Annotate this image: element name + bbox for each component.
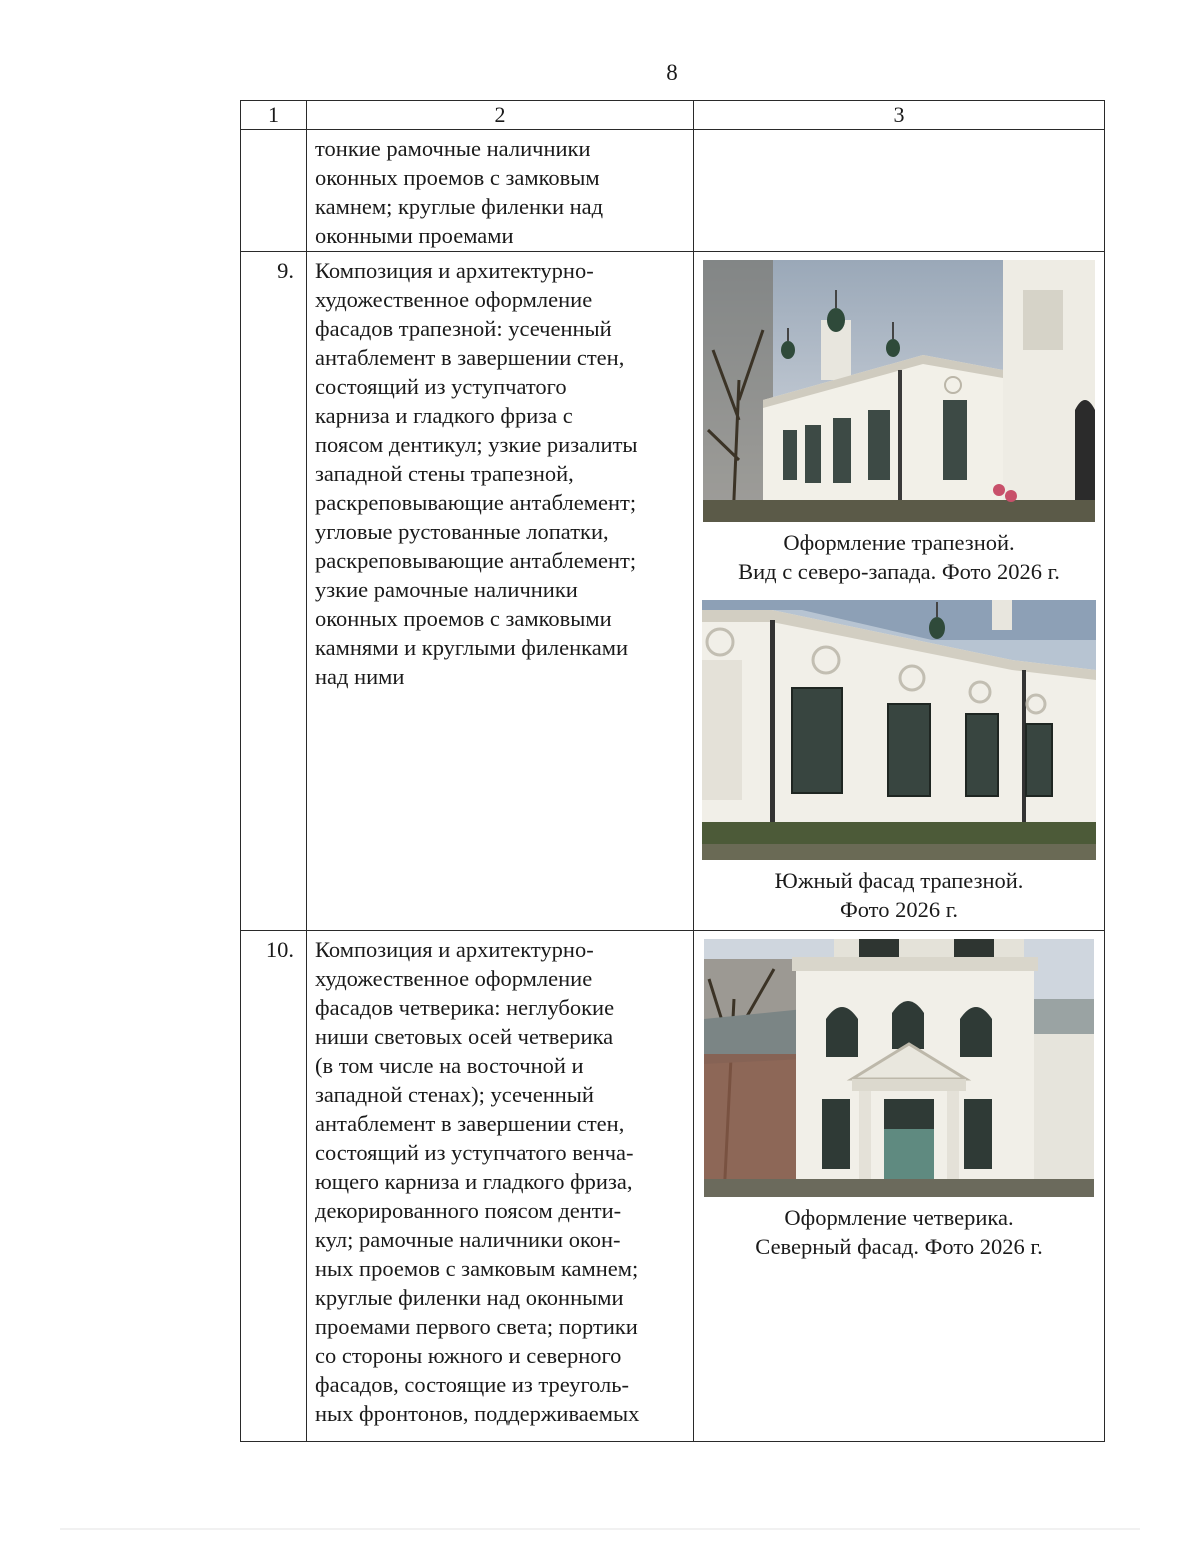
text-line: (в том числе на восточной и bbox=[315, 1053, 584, 1078]
church-photo-south-facade bbox=[702, 600, 1096, 860]
text-line: фасадов четверика: неглубокие bbox=[315, 995, 615, 1020]
description-cell bbox=[307, 931, 694, 1442]
table-header-row bbox=[241, 101, 1105, 130]
photo-caption bbox=[702, 1203, 1096, 1261]
photo-caption bbox=[702, 866, 1096, 924]
text-line: антаблемент в завершении стен, bbox=[315, 345, 625, 370]
table-row-continuation bbox=[241, 130, 1105, 252]
text-line: над ними bbox=[315, 664, 405, 689]
description-cell bbox=[307, 252, 694, 931]
caption-line: Фото 2026 г. bbox=[839, 897, 959, 922]
text-line: оконными проемами bbox=[315, 223, 514, 248]
text-line: декорированного поясом денти- bbox=[315, 1198, 622, 1223]
text-line: антаблемент в завершении стен, bbox=[315, 1111, 625, 1136]
row-number: 10. bbox=[241, 931, 307, 1442]
text-line: Композиция и архитектурно- bbox=[315, 258, 594, 283]
header-col-2: 2 bbox=[307, 101, 694, 130]
text-line: оконных проемов с замковым bbox=[315, 165, 600, 190]
text-line: угловые рустованные лопатки, bbox=[315, 519, 609, 544]
table-row-10 bbox=[241, 931, 1105, 1442]
photo-cell bbox=[694, 931, 1105, 1442]
text-line: камнями и круглыми филенками bbox=[315, 635, 628, 660]
text-line: художественное оформление bbox=[315, 287, 593, 312]
text-line: состоящий из уступчатого венча- bbox=[315, 1140, 634, 1165]
text-line: круглые филенки над оконными bbox=[315, 1285, 624, 1310]
church-photo-north-facade bbox=[704, 939, 1094, 1197]
text-line: раскреповывающие антаблемент; bbox=[315, 490, 637, 515]
text-line: фасадов трапезной: усеченный bbox=[315, 316, 612, 341]
description-cell bbox=[307, 130, 694, 252]
text-line: карниза и гладкого фриза с bbox=[315, 403, 573, 428]
text-line: оконных проемов с замковыми bbox=[315, 606, 612, 631]
caption-line: Оформление трапезной. bbox=[783, 530, 1015, 555]
photo-cell bbox=[694, 130, 1105, 252]
caption-line: Северный фасад. Фото 2026 г. bbox=[755, 1234, 1043, 1259]
text-line: ниши световых осей четверика bbox=[315, 1024, 614, 1049]
text-line: состоящий из уступчатого bbox=[315, 374, 567, 399]
scan-edge-line bbox=[60, 1528, 1140, 1530]
table-row-9 bbox=[241, 252, 1105, 931]
header-col-1: 1 bbox=[241, 101, 307, 130]
photo-cell bbox=[694, 252, 1105, 931]
header-col-3: 3 bbox=[694, 101, 1105, 130]
row-number-cell bbox=[241, 130, 307, 252]
text-line: художественное оформление bbox=[315, 966, 593, 991]
caption-line: Оформление четверика. bbox=[784, 1205, 1014, 1230]
text-line: со стороны южного и северного bbox=[315, 1343, 622, 1368]
objects-table bbox=[240, 100, 1105, 1442]
text-line: тонкие рамочные наличники bbox=[315, 136, 591, 161]
text-line: ных фронтонов, поддерживаемых bbox=[315, 1401, 640, 1426]
text-line: кул; рамочные наличники окон- bbox=[315, 1227, 621, 1252]
text-line: западной стены трапезной, bbox=[315, 461, 574, 486]
caption-line: Южный фасад трапезной. bbox=[774, 868, 1024, 893]
text-line: ных проемов с замковым камнем; bbox=[315, 1256, 639, 1281]
text-line: Композиция и архитектурно- bbox=[315, 937, 594, 962]
text-line: раскреповывающие антаблемент; bbox=[315, 548, 637, 573]
text-line: ющего карниза и гладкого фриза, bbox=[315, 1169, 633, 1194]
text-line: узкие рамочные наличники bbox=[315, 577, 578, 602]
text-line: камнем; круглые филенки над bbox=[315, 194, 604, 219]
row-number: 9. bbox=[241, 252, 307, 931]
church-photo-northwest bbox=[703, 260, 1095, 522]
caption-line: Вид с северо-запада. Фото 2026 г. bbox=[738, 559, 1060, 584]
text-line: западной стенах); усеченный bbox=[315, 1082, 594, 1107]
photo-caption bbox=[702, 528, 1096, 586]
page-number: 8 bbox=[666, 60, 678, 85]
text-line: проемами первого света; портики bbox=[315, 1314, 638, 1339]
text-line: поясом дентикул; узкие ризалиты bbox=[315, 432, 638, 457]
text-line: фасадов, состоящие из треуголь- bbox=[315, 1372, 630, 1397]
